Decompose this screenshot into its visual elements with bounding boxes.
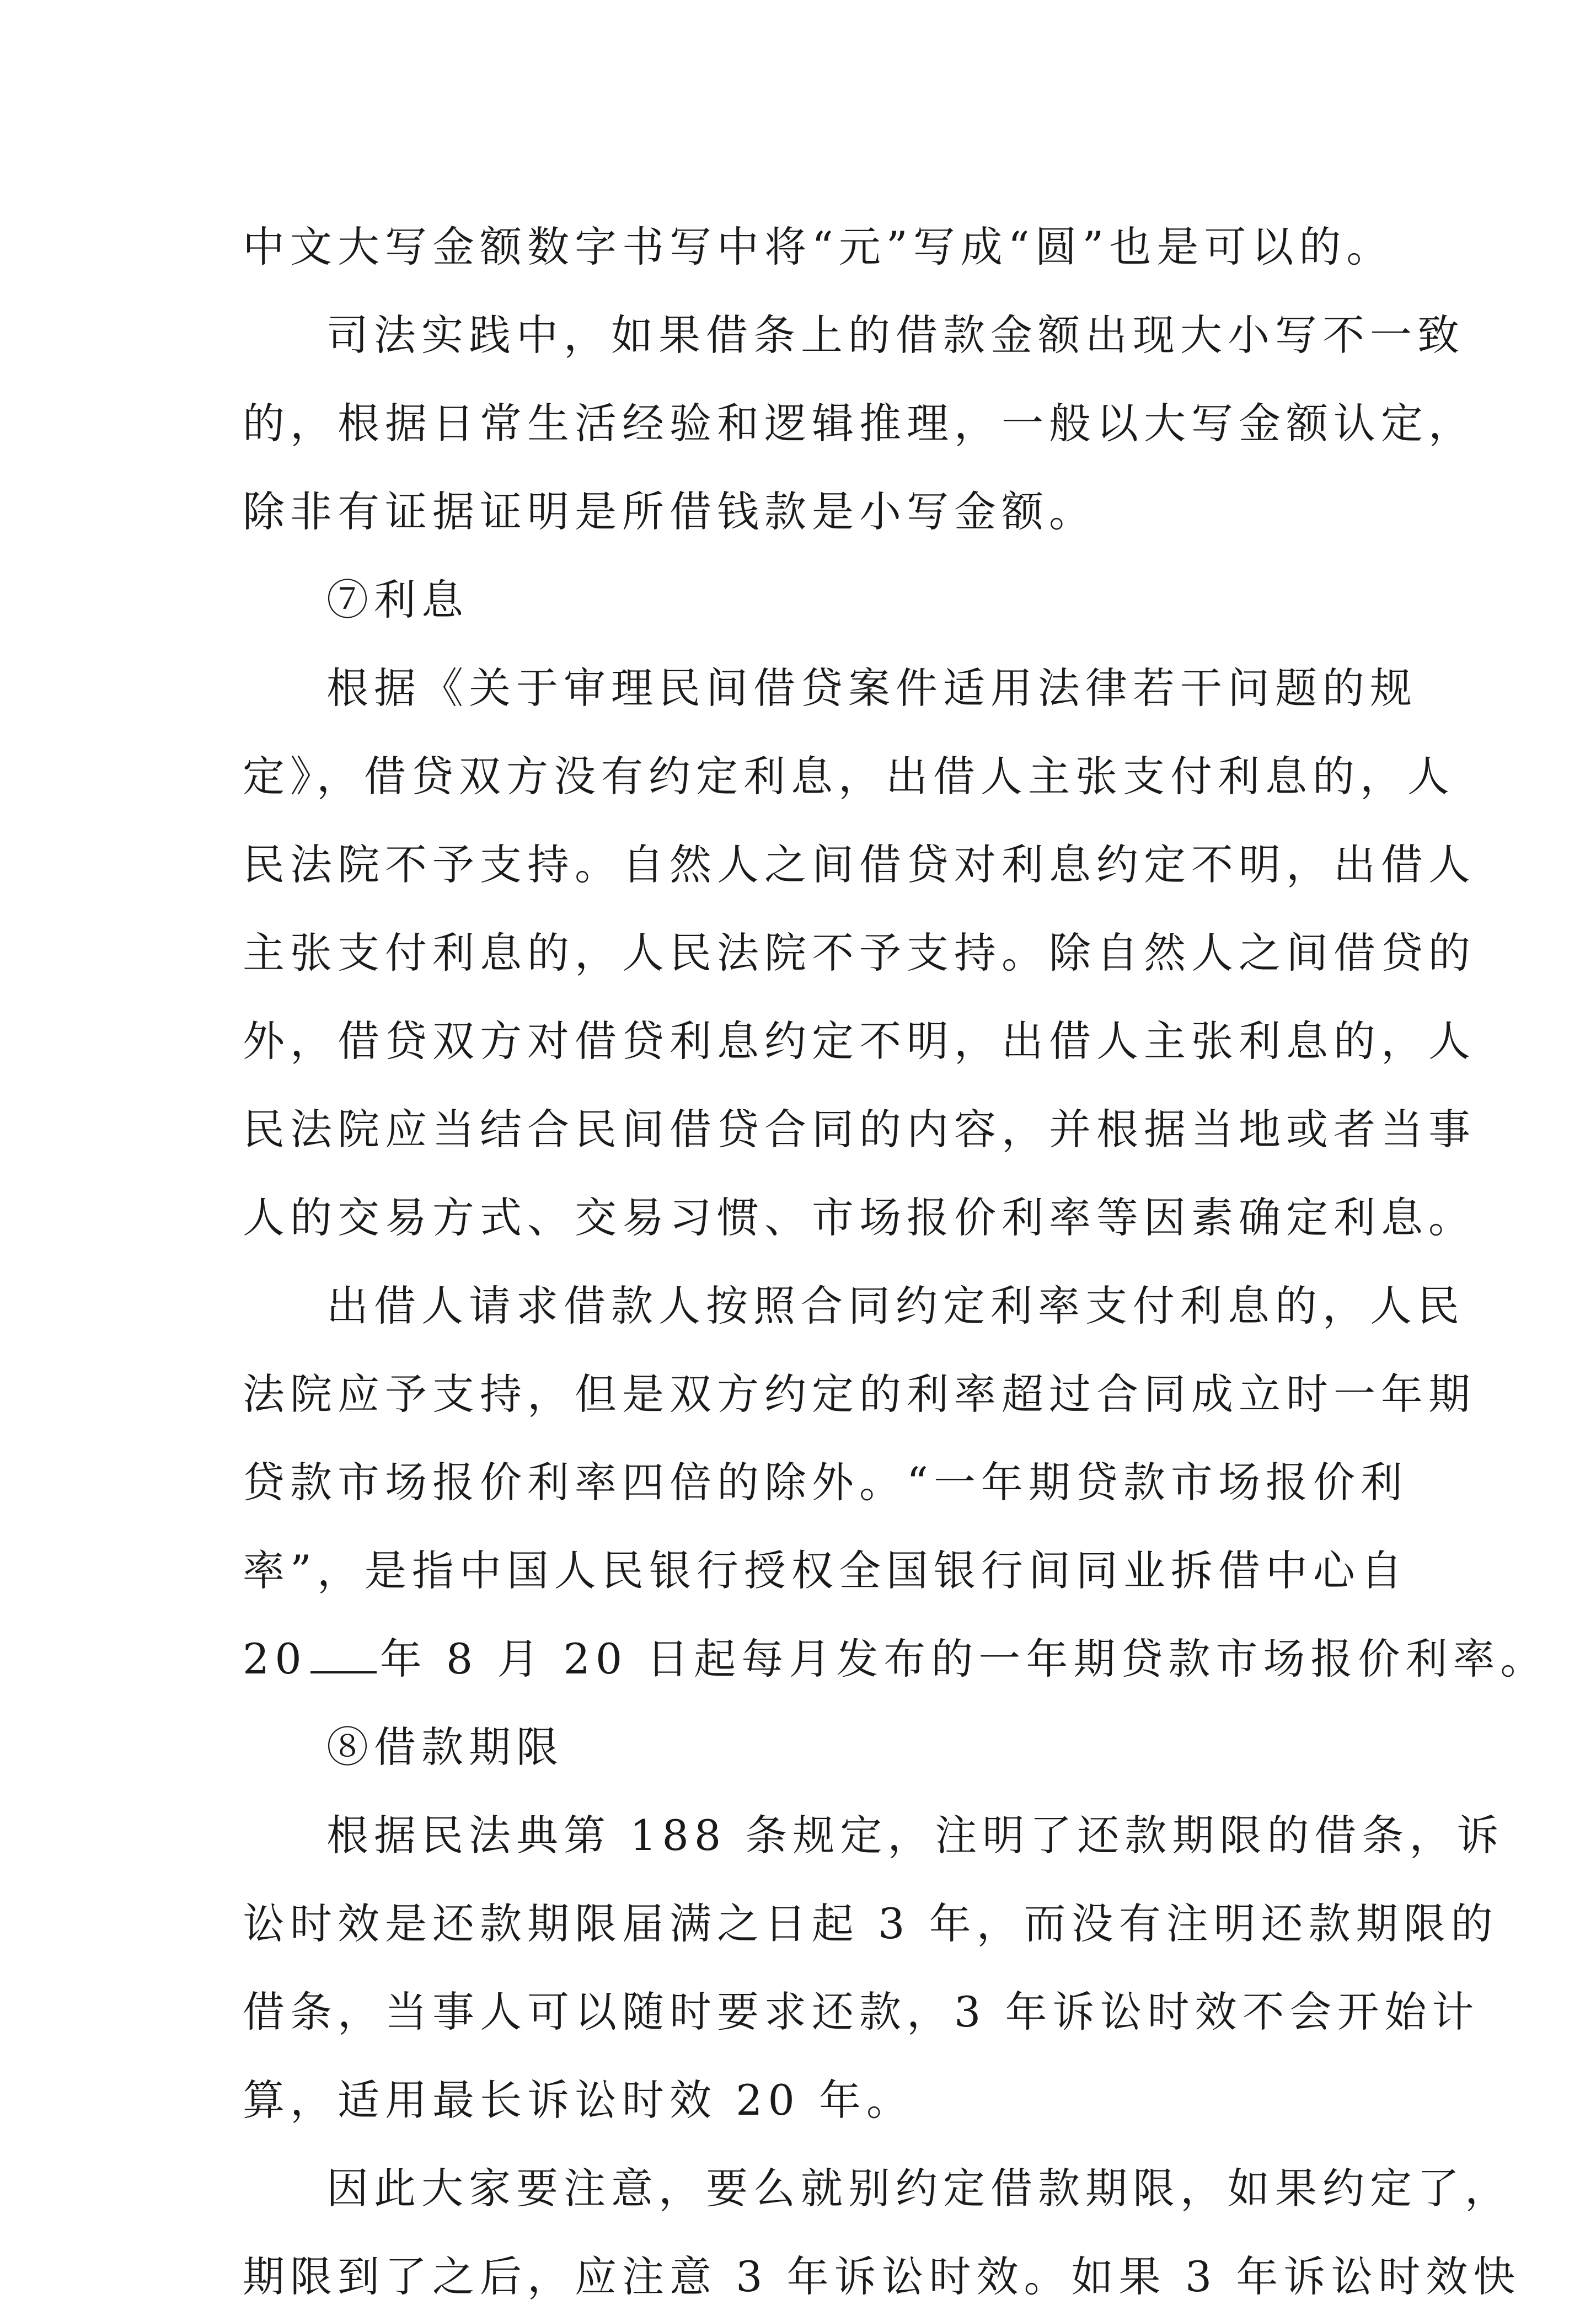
text-line: 民法院不予支持。自然人之间借贷对利息约定不明，出借人: [243, 840, 1476, 889]
text-line: 外，借贷双方对借贷利息约定不明，出借人主张利息的，人: [243, 1017, 1476, 1066]
text-line: 主张支付利息的，人民法院不予支持。除自然人之间借贷的: [243, 928, 1476, 977]
section-heading-interest: ⑦利息: [326, 575, 469, 624]
text-line: 根据《关于审理民间借贷案件适用法律若干问题的规: [326, 664, 1417, 713]
text-line: 定》，借贷双方没有约定利息，出借人主张支付利息的，人: [243, 752, 1455, 801]
year-suffix: 年 8 月 20 日起每月发布的一年期贷款市场报价利率。: [379, 1634, 1548, 1683]
text-line: 中文大写金额数字书写中将“元”写成“圆”也是可以的。: [243, 222, 1394, 271]
text-line: 率”，是指中国人民银行授权全国银行间同业拆借中心自: [243, 1546, 1408, 1595]
text-line: 民法院应当结合民间借贷合同的内容，并根据当地或者当事: [243, 1105, 1476, 1154]
text-line: 借条，当事人可以随时要求还款，3 年诉讼时效不会开始计: [243, 1987, 1480, 2036]
text-line: 的，根据日常生活经验和逻辑推理，一般以大写金额认定，: [243, 399, 1476, 448]
year-prefix: 20: [243, 1634, 307, 1683]
document-body: [243, 203, 1548, 2321]
text-line: 算，适用最长诉讼时效 20 年。: [243, 2076, 914, 2125]
text-line: 因此大家要注意，要么就别约定借款期限，如果约定了，: [326, 2164, 1512, 2213]
text-line-with-blank: [243, 1615, 1548, 1703]
text-line: 除非有证据证明是所借钱款是小写金额。: [243, 487, 1096, 536]
text-line: 司法实践中，如果借条上的借款金额出现大小写不一致: [326, 311, 1465, 360]
text-line: 人的交易方式、交易习惯、市场报价利率等因素确定利息。: [243, 1193, 1476, 1242]
text-line: 法院应予支持，但是双方约定的利率超过合同成立时一年期: [243, 1370, 1476, 1419]
text-line: 出借人请求借款人按照合同约定利率支付利息的，人民: [326, 1281, 1465, 1330]
text-line: 贷款市场报价利率四倍的除外。“一年期贷款市场报价利: [243, 1458, 1408, 1507]
fill-in-blank: [310, 1638, 377, 1673]
section-heading-loan-term: ⑧借款期限: [326, 1723, 564, 1772]
text-line: 期限到了之后，应注意 3 年诉讼时效。如果 3 年诉讼时效快: [243, 2252, 1521, 2301]
text-line: 讼时效是还款期限届满之日起 3 年，而没有注明还款期限的: [243, 1899, 1498, 1948]
text-line: 根据民法典第 188 条规定，注明了还款期限的借条，诉: [326, 1811, 1504, 1860]
